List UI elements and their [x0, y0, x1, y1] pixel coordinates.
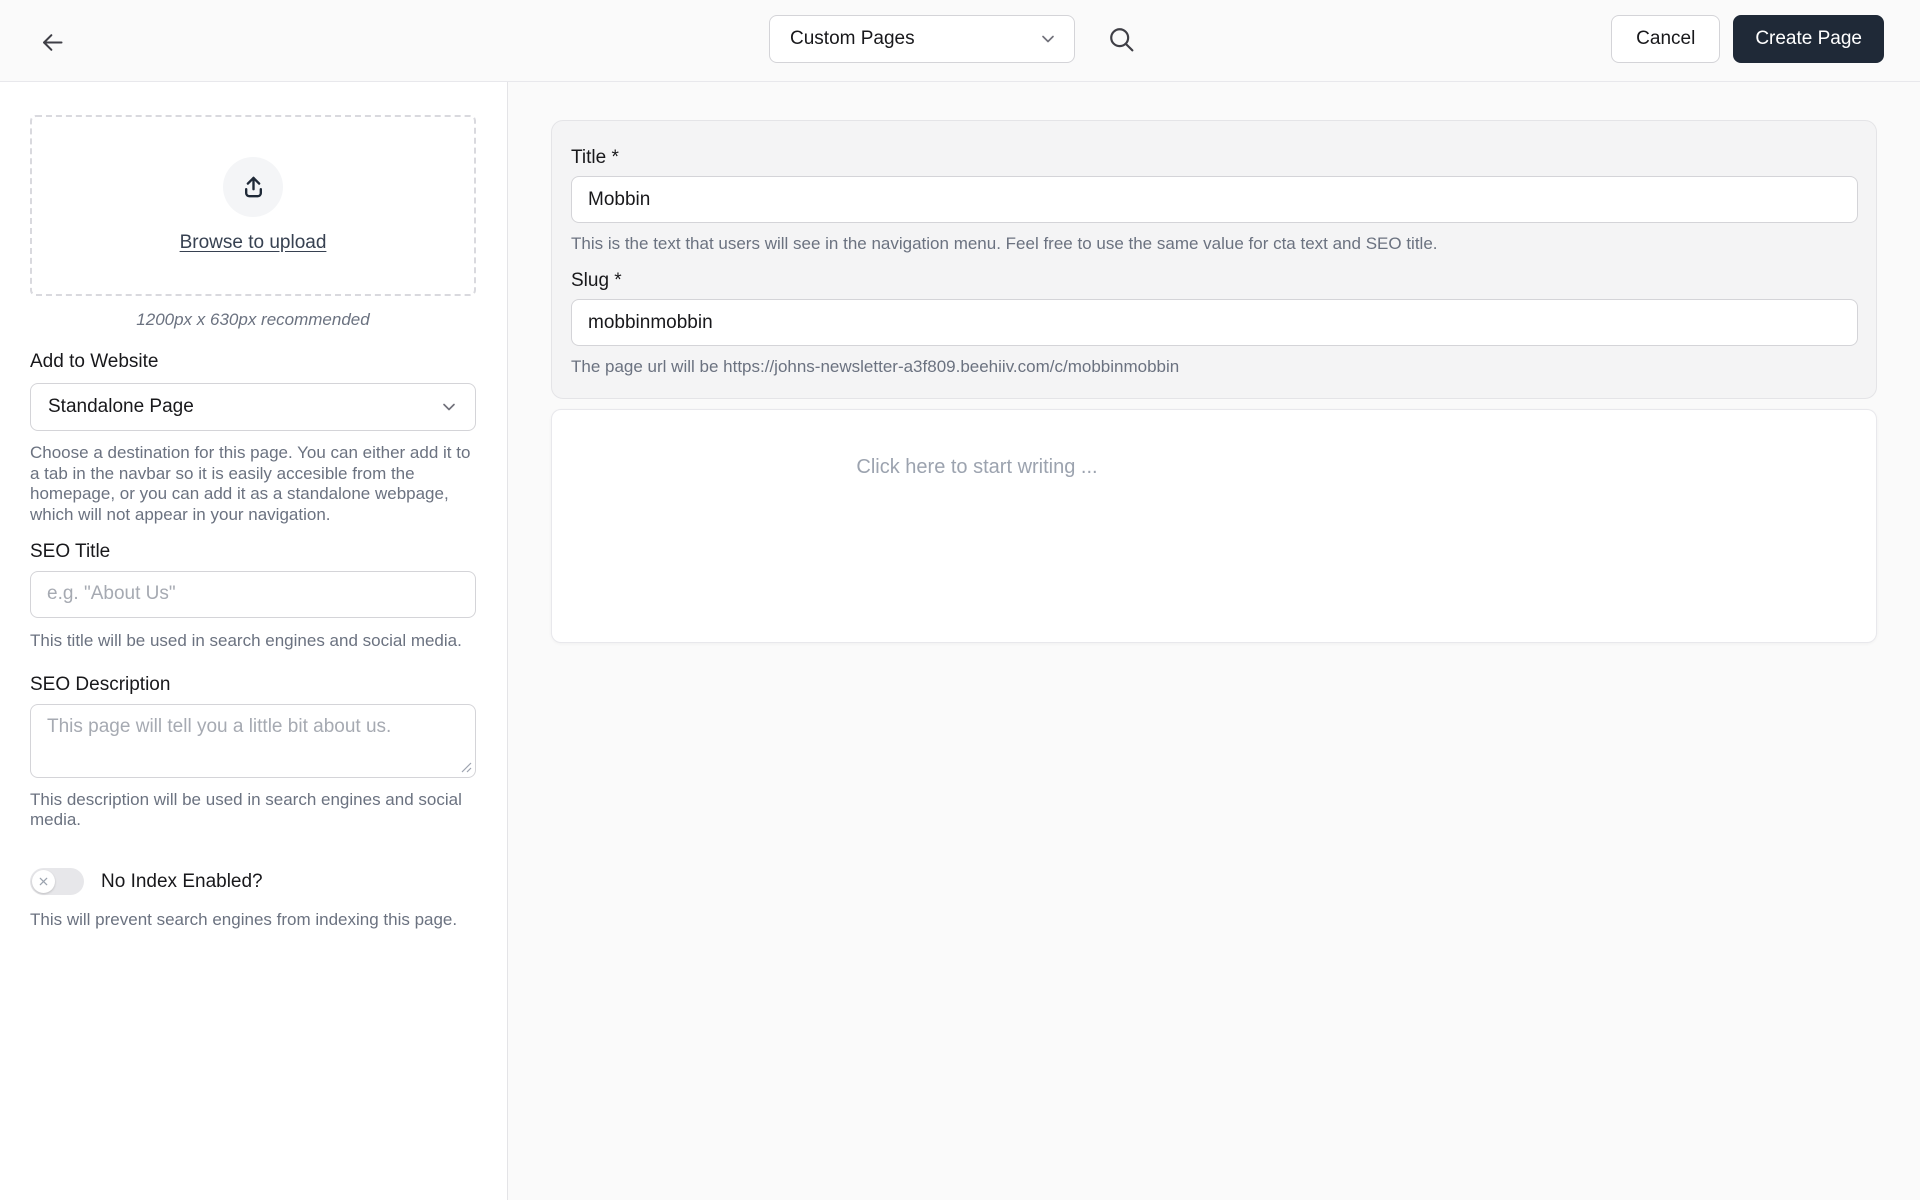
topbar	[0, 0, 1920, 82]
chevron-down-icon	[439, 397, 459, 417]
seo-description-help: This description will be used in search engines and social media.	[30, 789, 462, 830]
seo-title-label: SEO Title	[30, 540, 111, 562]
no-index-label: No Index Enabled?	[101, 870, 263, 892]
slug-input[interactable]	[571, 299, 1858, 346]
add-to-website-select-value: Standalone Page	[48, 396, 194, 417]
thumbnail-upload-dropzone[interactable]	[30, 115, 476, 296]
slug-label: Slug *	[571, 270, 622, 291]
no-index-row	[30, 868, 476, 895]
title-help: This is the text that users will see in the navigation menu. Feel free to use the same value for cta text and SEO title.	[571, 234, 1438, 253]
title-input[interactable]	[571, 176, 1858, 223]
seo-title-help: This title will be used in search engines and social media.	[30, 630, 462, 650]
settings-sidebar	[0, 82, 508, 1200]
page-type-select-value: Custom Pages	[790, 28, 915, 49]
toggle-knob	[32, 870, 55, 893]
seo-description-textarea-wrap	[30, 704, 476, 778]
title-label: Title *	[571, 147, 619, 168]
search-icon	[1107, 25, 1136, 54]
page-details-panel	[551, 120, 1877, 399]
editor-placeholder: Click here to start writing ...	[856, 456, 1098, 478]
x-mark-icon	[38, 876, 49, 887]
seo-description-label: SEO Description	[30, 673, 171, 695]
back-button[interactable]	[36, 26, 68, 58]
seo-description-textarea[interactable]	[30, 704, 476, 778]
upload-icon	[240, 174, 267, 201]
no-index-help: This will prevent search engines from indexing this page.	[30, 910, 458, 930]
browse-to-upload-link[interactable]: Browse to upload	[179, 232, 327, 253]
main-content	[509, 82, 1920, 1200]
search-button[interactable]	[1105, 23, 1137, 55]
page-editor[interactable]	[551, 409, 1877, 643]
chevron-down-icon	[1038, 29, 1058, 49]
no-index-toggle[interactable]	[30, 868, 84, 895]
editor-placeholder-column	[552, 456, 1402, 479]
slug-help: The page url will be https://johns-newsletter-a3f809.beehiiv.com/c/mobbinmobbin	[571, 357, 1180, 376]
arrow-left-icon	[39, 29, 66, 56]
add-to-website-select[interactable]	[30, 383, 476, 431]
upload-recommendation: 1200px x 630px recommended	[136, 310, 370, 329]
cancel-button[interactable]: Cancel	[1611, 15, 1720, 63]
page-type-select[interactable]	[769, 15, 1075, 63]
seo-title-input[interactable]	[30, 571, 476, 618]
add-to-website-label: Add to Website	[30, 351, 159, 372]
upload-icon-circle	[223, 157, 283, 217]
topbar-center	[769, 15, 1137, 63]
topbar-actions	[1611, 15, 1884, 63]
create-page-button[interactable]: Create Page	[1733, 15, 1884, 63]
add-to-website-help: Choose a destination for this page. You can either add it to a tab in the navbar so it is easily accesible from the homepage, or you can add it as a standalone webpage, which will not appear in your navigation.	[30, 443, 471, 525]
